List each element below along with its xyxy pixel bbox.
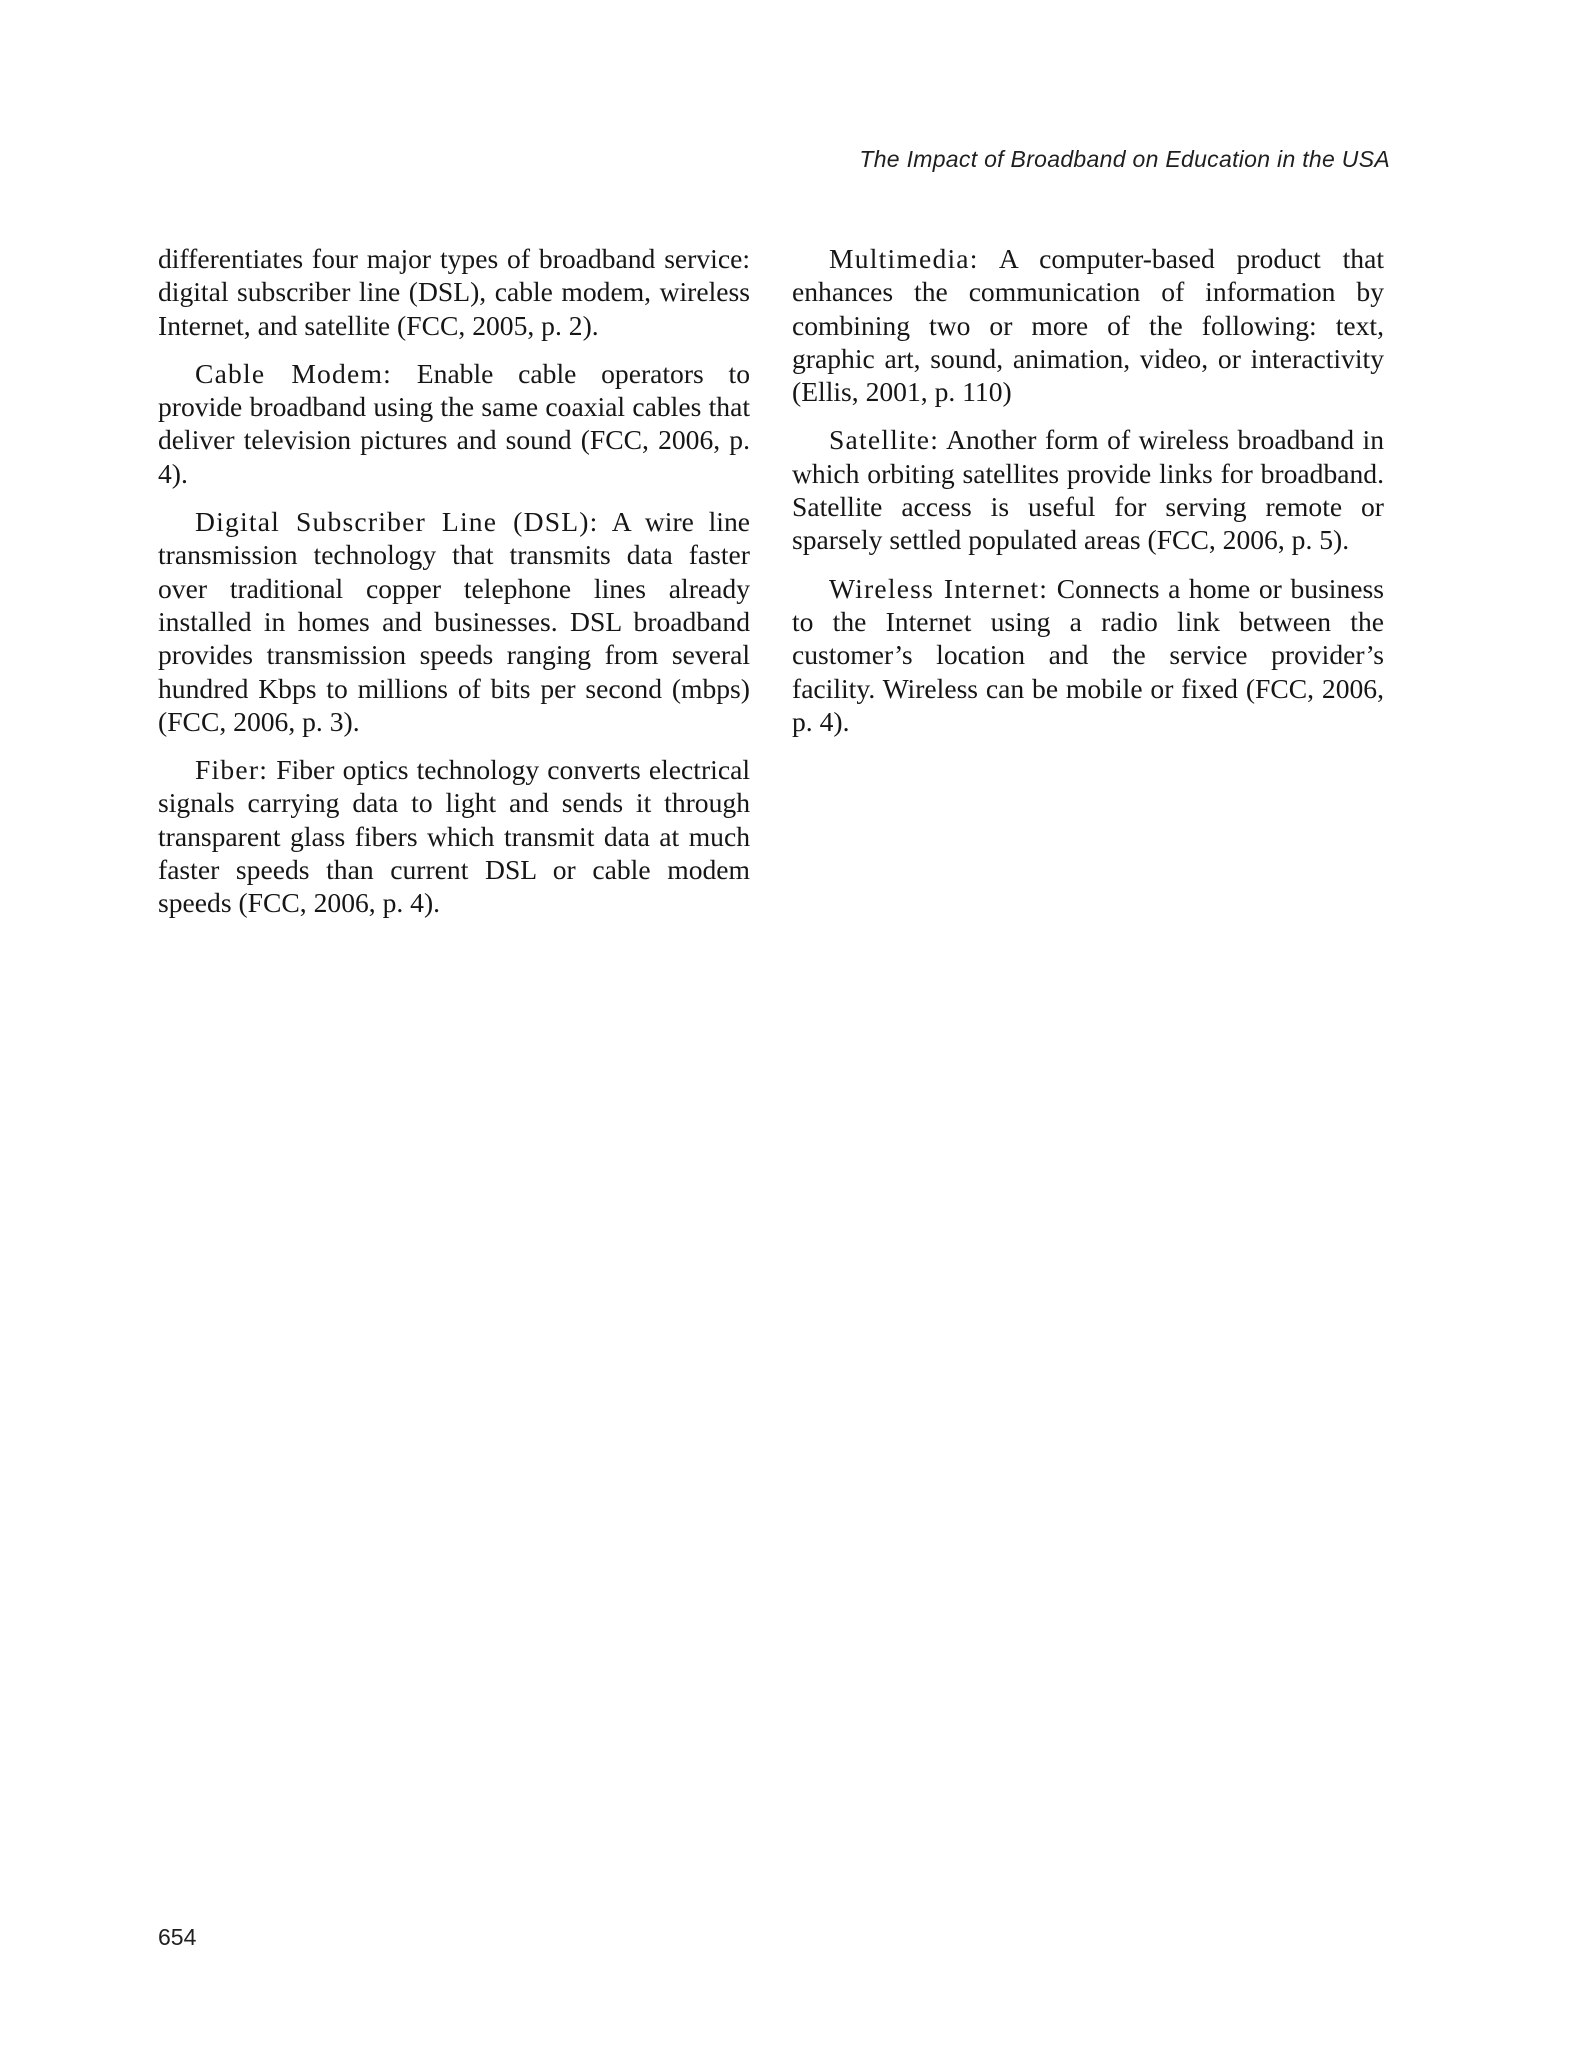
definition-cable-modem (158, 357, 750, 490)
term-wireless-internet: Wireless Internet: (829, 572, 1049, 604)
running-header: The Impact of Broadband on Education in the USA (859, 146, 1390, 172)
term-satellite: Satellite: (829, 424, 940, 456)
term-dsl: Digital Subscriber Line (DSL): (195, 506, 599, 538)
definition-text: A wire line transmission technology that transmits data faster over traditional copper telephone lines already installed in homes and businesses. DSL broadband provides transmission speeds ranging from several hundred Kbps to millions of bits per second (mbps) (FCC, 2006, p. 3). (158, 506, 751, 737)
term-cable-modem: Cable Modem: (195, 357, 393, 389)
term-multimedia: Multimedia: (829, 243, 979, 274)
definition-fiber (158, 753, 750, 919)
term-fiber: Fiber: (195, 754, 269, 786)
continuation-paragraph: differentiates four major types of broadband service: digital subscriber line (DSL), cable modem, wireless Internet, and satellite (FCC, 2005, p. 2). (158, 243, 750, 341)
left-column (158, 242, 750, 935)
right-column (792, 242, 1384, 753)
definition-text: A computer-based product that enhances the communication of information by combining two or more of the following: text, graphic art, sound, animation, video, or interactivity (Ellis, 2001, p. 110) (792, 243, 1384, 408)
definition-multimedia (792, 242, 1384, 408)
definition-text: Another form of wireless broadband in which orbiting satellites provide links for broadband. Satellite access is useful for serving remote or sparsely settled populated areas (FCC, 2006, p. 5). (792, 424, 1384, 556)
definition-text: Connects a home or business to the Internet using a radio link between the customer’s location and the service provider’s facility. Wireless can be mobile or fixed (FCC, 2006, p. 4). (792, 572, 1384, 737)
definition-text: Fiber optics technology converts electrical signals carrying data to light and sends it through transparent glass fibers which transmit data at much faster speeds than current DSL or cable modem speeds (FCC, 2006, p. 4). (158, 754, 750, 919)
definition-satellite (792, 423, 1384, 556)
page-number: 654 (158, 1924, 197, 1950)
definition-dsl (158, 505, 750, 738)
definition-wireless-internet (792, 572, 1384, 738)
definition-text: Enable cable operators to provide broadband using the same coaxial cables that deliver television pictures and sound (FCC, 2006, p. 4). (158, 357, 750, 489)
